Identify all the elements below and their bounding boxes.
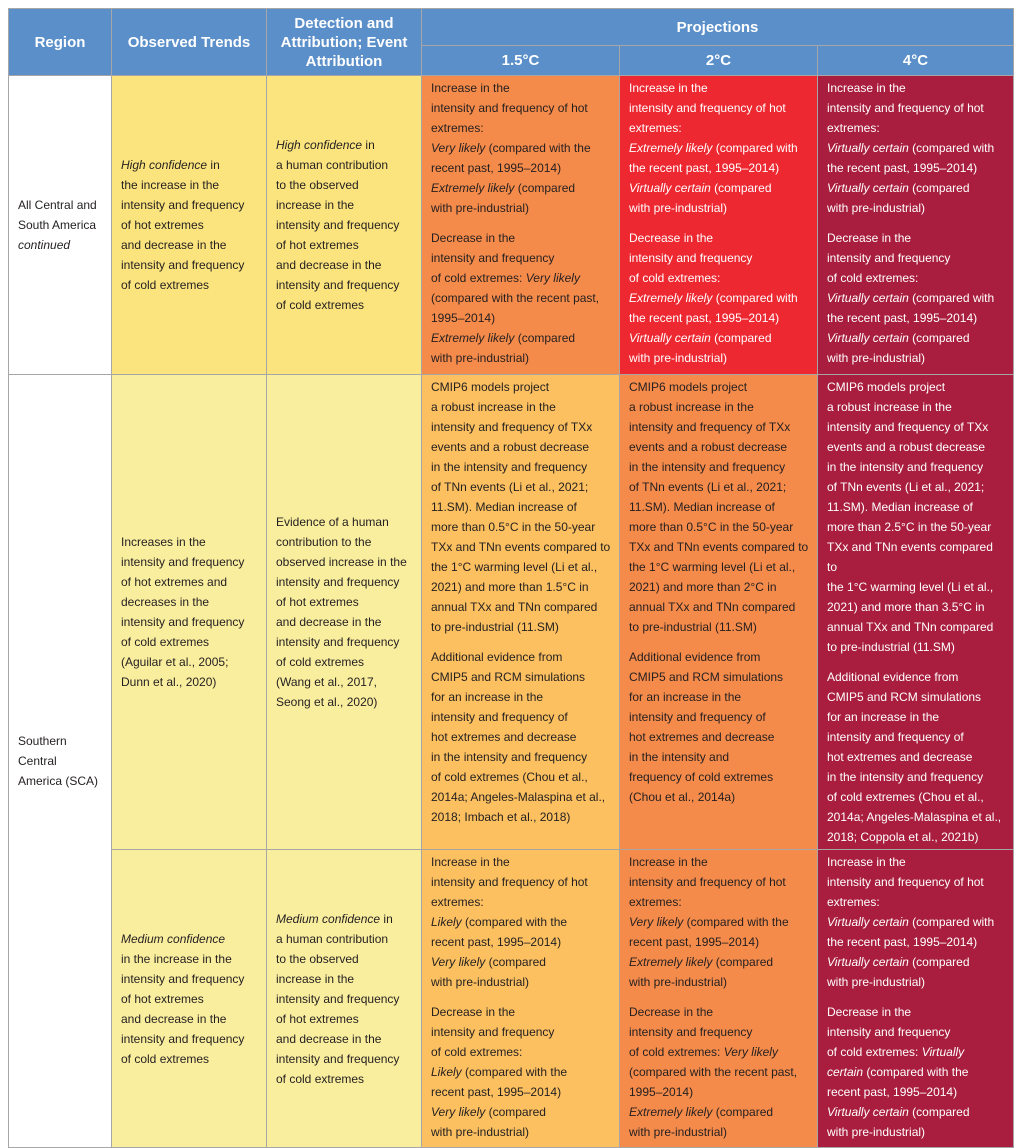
text-segment: in a human contribution to the observed increase in the intensity and frequency of hot extremes and decrease in the intensity and frequency of cold extremes [276, 138, 400, 312]
confidence-term: Virtually certain [629, 331, 711, 345]
confidence-term: High confidence [121, 158, 208, 172]
text-segment: Decrease in the intensity and frequency of cold extremes: [827, 231, 951, 285]
cell-paragraph [431, 377, 611, 637]
cell-paragraph [431, 78, 611, 218]
confidence-term: Extremely likely [431, 331, 515, 345]
text-segment: (compared with the recent past, 1995–2014) [629, 291, 798, 325]
text-segment: (compared with pre-industrial) [827, 955, 970, 989]
header-detection-attribution: Detection and Attribution; Event Attribution [267, 9, 422, 76]
observed-trends-cell [112, 375, 267, 850]
header-1-5c: 1.5°C [422, 46, 620, 76]
confidence-term: Medium confidence [276, 911, 381, 926]
confidence-term: Likely [431, 915, 462, 929]
projection-4c-cell [818, 850, 1014, 1148]
confidence-term: Extremely likely [629, 955, 713, 969]
cell-paragraph [276, 135, 413, 315]
confidence-term: Virtually certain [827, 955, 909, 969]
confidence-term: Medium confidence [121, 931, 226, 946]
text-segment: (compared with the recent past, 1995–2014) [827, 141, 995, 175]
confidence-term: Virtually certain [827, 141, 909, 155]
projection-2c-cell [620, 850, 818, 1148]
cell-paragraph [827, 377, 1005, 657]
confidence-term: Virtually certain [827, 1045, 965, 1079]
confidence-term: Very likely [431, 1105, 486, 1119]
text-segment: Increase in the intensity and frequency of hot extremes: [827, 81, 984, 135]
cell-paragraph [827, 228, 1005, 368]
text-segment: (compared with pre-industrial) [827, 1105, 970, 1139]
confidence-term: Likely [431, 1065, 462, 1079]
text-segment: (compared with pre-industrial) [431, 955, 546, 989]
detection-attribution-cell [267, 850, 422, 1148]
cell-paragraph [629, 377, 809, 637]
cell-paragraph [276, 909, 413, 1089]
text-segment: (compared with the recent past, 1995–2014) [827, 915, 995, 949]
text-segment: (compared with the recent past, 1995–2014) [629, 141, 798, 175]
text-segment: (compared with the recent past, 1995–2014) [629, 1065, 798, 1099]
text-segment: Increase in the intensity and frequency of hot extremes: [629, 81, 786, 135]
text-segment: (compared with the recent past, 1995–2014) [431, 915, 568, 949]
projection-1-5c-cell [422, 375, 620, 850]
cell-paragraph [827, 78, 1005, 218]
projection-4c-cell [818, 375, 1014, 850]
text-segment: Increase in the intensity and frequency of hot extremes: [827, 855, 984, 909]
confidence-term: Extremely likely [629, 291, 713, 305]
confidence-term: Extremely likely [629, 1105, 713, 1119]
cell-paragraph [629, 228, 809, 368]
assessment-table-container [8, 8, 1013, 1139]
projection-1-5c-cell [422, 850, 620, 1148]
header-region: Region [9, 9, 112, 76]
cell-paragraph [629, 78, 809, 218]
observed-trends-cell [112, 76, 267, 375]
text-segment: Evidence of a human contribution to the observed increase in the intensity and frequency of hot extremes and decrease in the intensity and frequency of cold extremes (Wang et al., 2017, Seong et al., 2020) [276, 515, 407, 709]
confidence-term: Very likely [723, 1045, 778, 1059]
text-segment: Southern Central America (SCA) [18, 734, 99, 788]
text-segment: (compared with the recent past, 1995–2014) [431, 291, 600, 325]
text-segment: Decrease in the intensity and frequency of cold extremes: [827, 1005, 951, 1059]
text-segment: Increase in the intensity and frequency of hot extremes: [629, 855, 786, 909]
text-segment: (compared with pre-industrial) [629, 955, 774, 989]
cell-paragraph [276, 512, 413, 712]
text-segment: (compared with the recent past, 1995–2014) [431, 141, 591, 175]
text-segment: All Central and South America [18, 198, 97, 232]
cell-paragraph [431, 1002, 611, 1142]
header-projections: Projections [422, 9, 1014, 46]
text-segment: Decrease in the intensity and frequency of cold extremes: [431, 1005, 555, 1059]
detection-attribution-cell [267, 76, 422, 375]
confidence-term: Virtually certain [827, 915, 909, 929]
region-cell [9, 375, 112, 1148]
cell-paragraph [827, 852, 1005, 992]
cell-paragraph [431, 228, 611, 368]
cell-paragraph [431, 647, 611, 827]
observed-trends-cell [112, 850, 267, 1148]
header-observed-trends: Observed Trends [112, 9, 267, 76]
confidence-term: Virtually certain [629, 181, 711, 195]
text-segment: (compared with pre-industrial) [629, 331, 772, 365]
text-segment: Additional evidence from CMIP5 and RCM simulations for an increase in the intensity and frequency of hot extremes and decrease in the intensity and frequency of cold extremes (Chou et al., 2014a) [629, 650, 784, 804]
text-segment: (compared with pre-industrial) [827, 181, 970, 215]
projection-4c-cell [818, 76, 1014, 375]
text-segment: (compared with pre-industrial) [629, 1105, 774, 1139]
text-segment: (compared with pre-industrial) [431, 331, 576, 365]
cell-paragraph [121, 155, 258, 295]
text-segment: Decrease in the intensity and frequency of cold extremes: [629, 1005, 753, 1059]
table-row [9, 375, 1014, 850]
text-segment: Additional evidence from CMIP5 and RCM simulations for an increase in the intensity and frequency of hot extremes and decrease in the intensity and frequency of cold extremes (Chou et al., 2014a; Angeles-Malaspina et al., 2018; Coppola et al., 2021b) [827, 670, 1002, 844]
text-segment: Decrease in the intensity and frequency of cold extremes: [431, 231, 555, 285]
table-row [9, 850, 1014, 1148]
confidence-term: Extremely likely [431, 181, 515, 195]
confidence-term: Extremely likely [629, 141, 713, 155]
text-segment: (compared with the recent past, 1995–2014) [629, 915, 789, 949]
text-segment: (compared with the recent past, 1995–2014) [827, 1065, 969, 1099]
cell-paragraph [827, 1002, 1005, 1142]
projection-2c-cell [620, 76, 818, 375]
text-segment: (compared with pre-industrial) [827, 331, 970, 365]
header-2c: 2°C [620, 46, 818, 76]
confidence-term: Very likely [629, 915, 684, 929]
confidence-term: Very likely [431, 955, 486, 969]
text-segment: CMIP6 models project a robust increase in the intensity and frequency of TXx events and a robust decrease in the intensity and frequency of TNn events (Li et al., 2021; 11.SM). Median increase of more than 0.5°C in the 50-year TXx and TNn events compared to the 1°C warming level (Li et al., 2021) and more than 1.5°C in annual TXx and TNn compared to pre-industrial (11.SM) [431, 380, 611, 634]
text-segment: Increase in the intensity and frequency of hot extremes: [431, 81, 588, 135]
text-segment: in a human contribution to the observed increase in the intensity and frequency of hot extremes and decrease in the intensity and frequency of cold extremes [276, 911, 400, 1086]
table-row [9, 76, 1014, 375]
cell-paragraph [629, 647, 809, 807]
projection-2c-cell [620, 375, 818, 850]
text-segment: Additional evidence from CMIP5 and RCM simulations for an increase in the intensity and frequency of hot extremes and decrease in the intensity and frequency of cold extremes (Chou et al., 2014a; Angeles-Malaspina et al., 2018; Imbach et al., 2018) [431, 650, 606, 824]
cell-paragraph [629, 852, 809, 992]
confidence-term: Very likely [525, 271, 580, 285]
text-segment: (compared with the recent past, 1995–2014) [827, 291, 995, 325]
text-segment: in the increase in the intensity and frequency of hot extremes and decrease in the intensity and frequency of cold extremes [121, 951, 245, 1066]
text-segment: (compared with the recent past, 1995–2014) [431, 1065, 568, 1099]
text-segment: (compared with pre-industrial) [431, 1105, 546, 1139]
confidence-term: Virtually certain [827, 291, 909, 305]
cell-paragraph [121, 929, 258, 1069]
text-segment: Increase in the intensity and frequency of hot extremes: [431, 855, 588, 909]
confidence-term: High confidence [276, 138, 363, 152]
text-segment: CMIP6 models project a robust increase in the intensity and frequency of TXx events and a robust decrease in the intensity and frequency of TNn events (Li et al., 2021; 11.SM). Median increase of more than 2.5°C in the 50-year TXx and TNn events compared to the 1°C warming level (Li et al., 2021) and more than 3.5°C in annual TXx and TNn compared to pre-industrial (11.SM) [827, 380, 994, 654]
confidence-term: Very likely [431, 141, 486, 155]
text-segment: Decrease in the intensity and frequency of cold extremes: [629, 231, 753, 285]
text-segment: in the increase in the intensity and frequency of hot extremes and decrease in the intensity and frequency of cold extremes [121, 158, 245, 292]
cell-paragraph [629, 1002, 809, 1142]
text-segment: Increases in the intensity and frequency of hot extremes and decreases in the intensity and frequency of cold extremes (Aguilar et al., 2005; Dunn et al., 2020) [121, 535, 245, 689]
assessment-table [8, 8, 1014, 1148]
cell-paragraph [827, 667, 1005, 847]
confidence-term: continued [18, 238, 71, 252]
text-segment: (compared with pre-industrial) [431, 181, 576, 215]
cell-paragraph [431, 852, 611, 992]
projection-1-5c-cell [422, 76, 620, 375]
header-4c: 4°C [818, 46, 1014, 76]
cell-paragraph [121, 532, 258, 692]
detection-attribution-cell [267, 375, 422, 850]
confidence-term: Virtually certain [827, 181, 909, 195]
region-cell [9, 76, 112, 375]
text-segment: (compared with pre-industrial) [629, 181, 772, 215]
text-segment: CMIP6 models project a robust increase in the intensity and frequency of TXx events and a robust decrease in the intensity and frequency of TNn events (Li et al., 2021; 11.SM). Median increase of more than 0.5°C in the 50-year TXx and TNn events compared to the 1°C warming level (Li et al., 2021) and more than 2°C in annual TXx and TNn compared to pre-industrial (11.SM) [629, 380, 809, 634]
confidence-term: Virtually certain [827, 331, 909, 345]
confidence-term: Virtually certain [827, 1105, 909, 1119]
